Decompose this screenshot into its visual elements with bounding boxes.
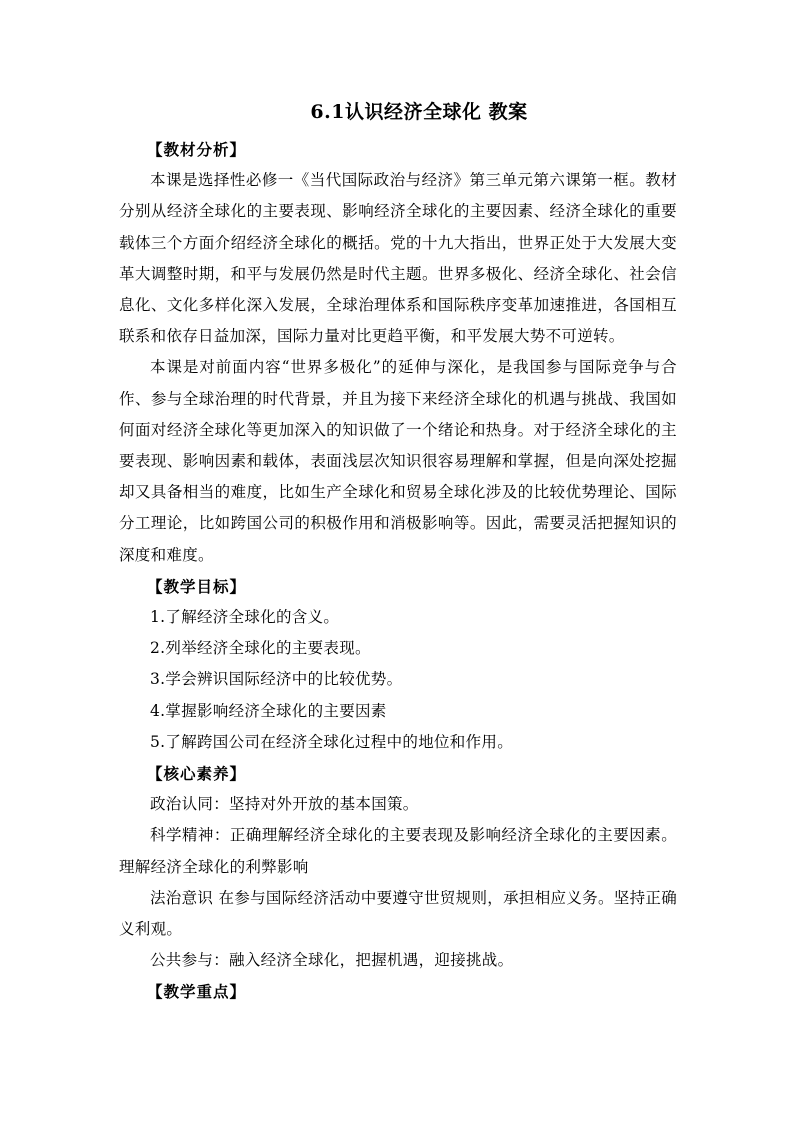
section-heading-analysis: 【教材分析】 xyxy=(147,140,247,159)
document-body xyxy=(119,134,677,1008)
objective-item-2: 2.列举经济全球化的主要表现。 xyxy=(150,639,371,658)
literacy-rule-of-law: 法治意识 在参与国际经济活动中要遵守世贸规则，承担相应义务。坚持正确义利观。 xyxy=(119,888,677,939)
document-title: 6.1认识经济全球化 教案 xyxy=(310,101,528,123)
analysis-paragraph-1: 本课是选择性必修一《当代国际政治与经济》第三单元第六课第一框。教材分别从经济全球化的主要表现、影响经济全球化的主要因素、经济全球化的重要载体三个方面介绍经济全球化的概括。党的十九大指出，世界正处于大发展大变革大调整时期，和平与发展仍然是时代主题。世界多极化、经济全球化、社会信息化、文化多样化深入发展，全球治理体系和国际秩序变革加速推进，各国相互联系和依存日益加深，国际力量对比更趋平衡，和平发展大势不可逆转。 xyxy=(119,171,677,346)
objective-item-5: 5.了解跨国公司在经济全球化过程中的地位和作用。 xyxy=(150,732,513,751)
literacy-public-participation: 公共参与：融入经济全球化，把握机遇，迎接挑战。 xyxy=(150,951,514,970)
objective-item-1: 1.了解经济全球化的含义。 xyxy=(150,608,340,627)
analysis-paragraph-2: 本课是对前面内容“世界多极化”的延伸与深化，是我国参与国际竞争与合作、参与全球治理的时代背景，并且为接下来经济全球化的机遇与挑战、我国如何面对经济全球化等更加深入的知识做了一个绪论和热身。对于经济全球化的主要表现、影响因素和载体，表面浅层次知识很容易理解和掌握，但是向深处挖掘却又具备相当的难度，比如生产全球化和贸易全球化涉及的比较优势理论、国际分工理论，比如跨国公司的积极作用和消极影响等。因此，需要灵活把握知识的深度和难度。 xyxy=(119,358,677,564)
section-heading-key-points: 【教学重点】 xyxy=(147,982,247,1002)
literacy-scientific-spirit: 科学精神：正确理解经济全球化的主要表现及影响经济全球化的主要因素。理解经济全球化的利弊影响 xyxy=(119,826,677,876)
section-heading-objectives: 【教学目标】 xyxy=(147,576,247,596)
literacy-political-identity: 政治认同：坚持对外开放的基本国策。 xyxy=(150,795,419,814)
section-heading-literacy: 【核心素养】 xyxy=(147,764,247,784)
objective-item-4: 4.掌握影响经济全球化的主要因素 xyxy=(150,701,387,720)
objective-item-3: 3.学会辨识国际经济中的比较优势。 xyxy=(150,670,403,689)
